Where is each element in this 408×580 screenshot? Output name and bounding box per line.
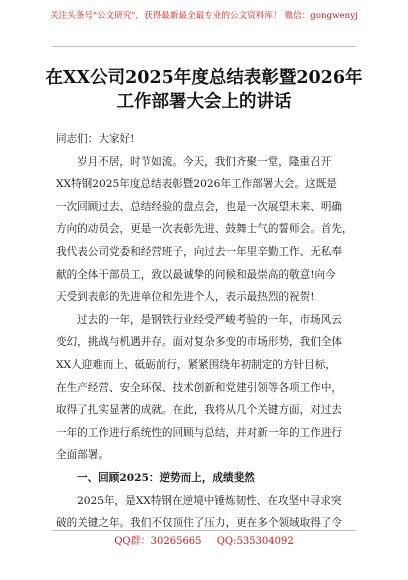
- body-line: 全面部署。: [56, 449, 109, 462]
- body-line: 破的关键之年。我们不仅顶住了压力，更在多个领域取得了令: [56, 517, 343, 530]
- body-line: 变幻，挑战与机遇并存。面对复杂多变的市场形势，我们全体: [56, 336, 343, 349]
- header-divider: [52, 46, 356, 47]
- body-line: 献的全体干部员工，致以最诚挚的问候和最崇高的敬意!向今: [56, 268, 336, 281]
- body-line: 在生产经营、安全环保、技术创新和党建引领等各项工作中，: [56, 381, 343, 394]
- body-line: 一次回顾过去、总结经验的盘点会，也是一次展望未来、明确: [56, 200, 343, 213]
- body-line: 我代表公司党委和经营班子，向过去一年里辛勤工作、无私奉: [56, 245, 343, 258]
- body-line: 一年的工作进行系统性的回顾与总结，并对新一年的工作进行: [56, 426, 343, 439]
- footer-qq-group: QQ群：30265665: [114, 536, 202, 547]
- header-banner: 关注头条号"公文研究"，获得最新最全最专业的公文资料库！ 微信：gongwenyj: [50, 11, 358, 21]
- body-line: 方向的动员会，更是一次表彰先进、鼓舞士气的誓师会。首先，: [56, 223, 353, 236]
- body-line: 过去的一年，是钢铁行业经受严峻考验的一年，市场风云: [77, 313, 342, 326]
- body-line: 天受到表彰的先进单位和先进个人，表示最热烈的祝贺!: [56, 291, 315, 304]
- title-line: 在XX公司2025年度总结表彰暨2026年: [45, 68, 363, 88]
- section-heading: 一、回顾2025：逆势而上，成绩斐然: [77, 471, 255, 484]
- body-line: 2025年，是XX特钢在逆境中锤炼韧性、在攻坚中寻求突: [77, 494, 342, 507]
- body-line: 取得了扎实显著的成就。在此，我将从几个关键方面，对过去: [56, 404, 343, 417]
- footer: [0, 535, 408, 549]
- footer-divider: [52, 530, 356, 531]
- footer-qq-contact: QQ:535304092: [216, 536, 294, 547]
- document-title: [30, 66, 378, 114]
- body-line: 岁月不居，时节如流。今天，我们齐聚一堂，隆重召开: [77, 155, 332, 168]
- title-line: 工作部署大会上的讲话: [116, 92, 292, 112]
- body-line: XX特钢2025年度总结表彰暨2026年工作部署大会。这既是: [56, 178, 337, 191]
- salutation: 同志们：大家好!: [56, 133, 135, 145]
- document-body: [56, 128, 358, 535]
- body-line: XX人迎难而上、砥砺前行，紧紧围绕年初制定的方针目标，: [56, 358, 336, 371]
